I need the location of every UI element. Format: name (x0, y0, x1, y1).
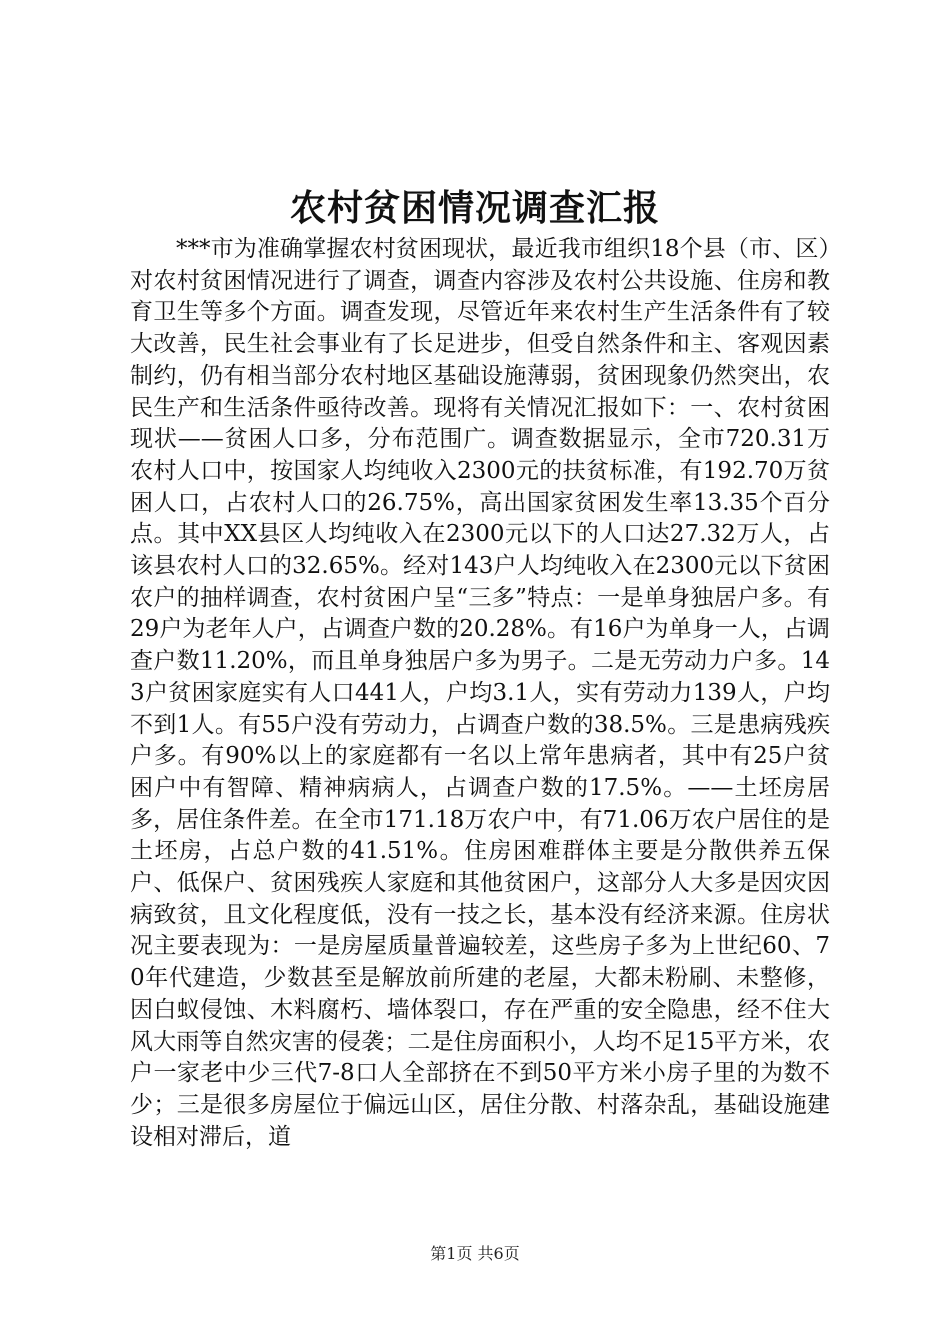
page-number-footer: 第1页 共6页 (430, 1244, 520, 1263)
document-body-paragraph: ***市为准确掌握农村贫困现状，最近我市组织18个县（市、区）对农村贫困情况进行了调查，调查内容涉及农村公共设施、住房和教育卫生等多个方面。调查发现，尽管近年来农村生产生活条件有了较大改善，民生社会事业有了长足进步，但受自然条件和主、客观因素制约，仍有相当部分农村地区基础设施薄弱，贫困现象仍然突出，农民生产和生活条件亟待改善。现将有关情况汇报如下：一、农村贫困现状——贫困人口多，分布范围广。调查数据显示，全市720.31万农村人口中，按国家人均纯收入2300元的扶贫标准，有192.70万贫困人口，占农村人口的26.75%，高出国家贫困发生率13.35个百分点。其中XX县区人均纯收入在2300元以下的人口达27.32万人，占该县农村人口的32.65%。经对143户人均纯收入在2300元以下贫困农户的抽样调查，农村贫困户呈“三多”特点：一是单身独居户多。有29户为老年人户，占调查户数的20.28%。有16户为单身一人，占调查户数11.20%，而且单身独居户多为男子。二是无劳动力户多。143户贫困家庭实有人口441人，户均3.1人，实有劳动力139人，户均不到1人。有55户没有劳动力，占调查户数的38.5%。三是患病残疾户多。有90%以上的家庭都有一名以上常年患病者，其中有25户贫困户中有智障、精神病病人，占调查户数的17.5%。——土坯房居多，居住条件差。在全市171.18万农户中，有71.06万农户居住的是土坯房，占总户数的41.51%。住房困难群体主要是分散供养五保户、低保户、贫困残疾人家庭和其他贫困户，这部分人大多是因灾因病致贫，且文化程度低，没有一技之长，基本没有经济来源。住房状况主要表现为：一是房屋质量普遍较差，这些房子多为上世纪60、70年代建造，少数甚至是解放前所建的老屋，大都未粉刷、未整修，因白蚁侵蚀、木料腐朽、墙体裂口，存在严重的安全隐患，经不住大风大雨等自然灾害的侵袭；二是住房面积小，人均不足15平方米，农户一家老中少三代7-8口人全部挤在不到50平方米小房子里的为数不少；三是很多房屋位于偏远山区，居住分散、村落杂乱，基础设施建设相对滞后，道 (130, 236, 830, 1150)
document-title: 农村贫困情况调查汇报 (289, 187, 660, 229)
